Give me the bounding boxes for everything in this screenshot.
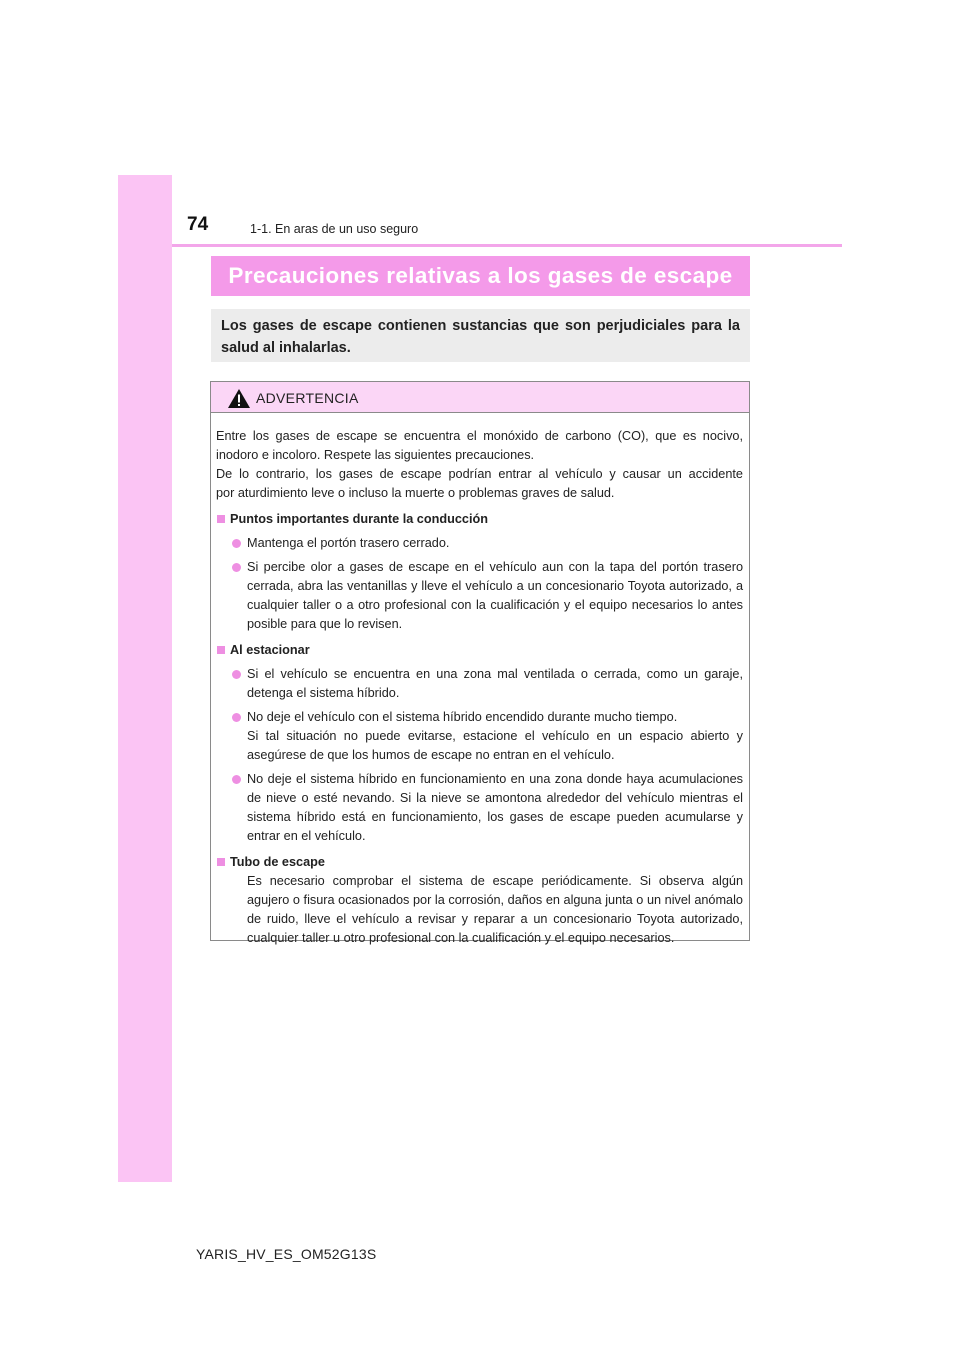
section-heading: Al estacionar: [216, 641, 743, 660]
warning-intro-line: Entre los gases de escape se encuentra el monóxido de carbono (CO), que es nocivo,: [216, 429, 743, 443]
circle-bullet-icon: [232, 713, 241, 722]
list-item: Si percibe olor a gases de escape en el vehículo aun con la tapa del portón trasero cerrada, abra las ventanillas y lleve el vehículo a un concesionario Toyota autorizado, a cualquier taller o a otro profesional con la cualificación y el equipo necesarios lo antes posible para que lo revisen.: [216, 558, 743, 634]
list-item: No deje el sistema híbrido en funcionamiento en una zona donde haya acumulaciones de nieve o esté nevando. Si la nieve se amontona alrededor del vehículo mientras el sistema híbrido está en funcionamiento, los gases de escape pueden acumularse y entrar en el vehículo.: [216, 770, 743, 846]
intro-box: Los gases de escape contienen sustancias que son perjudiciales para la salud al inhalarlas.: [211, 309, 750, 362]
section-heading: Tubo de escape: [216, 853, 743, 872]
square-bullet-icon: [217, 646, 225, 654]
warning-body: [211, 413, 749, 948]
document-code: YARIS_HV_ES_OM52G13S: [196, 1246, 377, 1262]
section-text: Es necesario comprobar el sistema de escape periódicamente. Si observa algún agujero o fisura ocasionados por la corrosión, daños en alguna junta o un nivel anómalo de ruido, lleve el vehículo a revisar y reparar a un concesionario Toyota autorizado, cualquier taller u otro profesional con la cualificación y el equipo necesarios.: [247, 874, 743, 945]
warning-box: [210, 381, 750, 945]
header-rule: [172, 244, 842, 247]
circle-bullet-icon: [232, 775, 241, 784]
list-item: No deje el vehículo con el sistema híbrido encendido durante mucho tiempo.: [216, 708, 743, 727]
warning-intro-line: por aturdimiento leve o incluso la muerte o problemas graves de salud.: [216, 486, 615, 500]
square-bullet-icon: [217, 515, 225, 523]
section-heading: Puntos importantes durante la conducción: [216, 510, 743, 529]
warning-header: [211, 382, 749, 413]
list-item: Mantenga el portón trasero cerrado.: [216, 534, 743, 553]
list-item: Si el vehículo se encuentra en una zona mal ventilada o cerrada, como un garaje, detenga el sistema híbrido.: [216, 665, 743, 703]
warning-label: ADVERTENCIA: [256, 390, 359, 406]
list-item-continuation: Si tal situación no puede evitarse, estacione el vehículo en un espacio abierto y asegúrese de que los humos de escape no entran en el vehículo.: [247, 729, 743, 762]
chapter-heading: 1-1. En aras de un uso seguro: [250, 222, 419, 236]
side-tab-strip: [118, 175, 172, 1182]
circle-bullet-icon: [232, 539, 241, 548]
warning-triangle-icon: [228, 389, 250, 413]
circle-bullet-icon: [232, 563, 241, 572]
section-title-bar: [211, 256, 750, 296]
circle-bullet-icon: [232, 670, 241, 679]
square-bullet-icon: [217, 858, 225, 866]
section-title: Precauciones relativas a los gases de escape: [228, 263, 733, 288]
warning-intro-line: De lo contrario, los gases de escape podrían entrar al vehículo y causar un accidente: [216, 467, 743, 481]
page-number: 74: [187, 214, 209, 235]
warning-intro-line: inodoro e incoloro. Respete las siguientes precauciones.: [216, 448, 535, 462]
